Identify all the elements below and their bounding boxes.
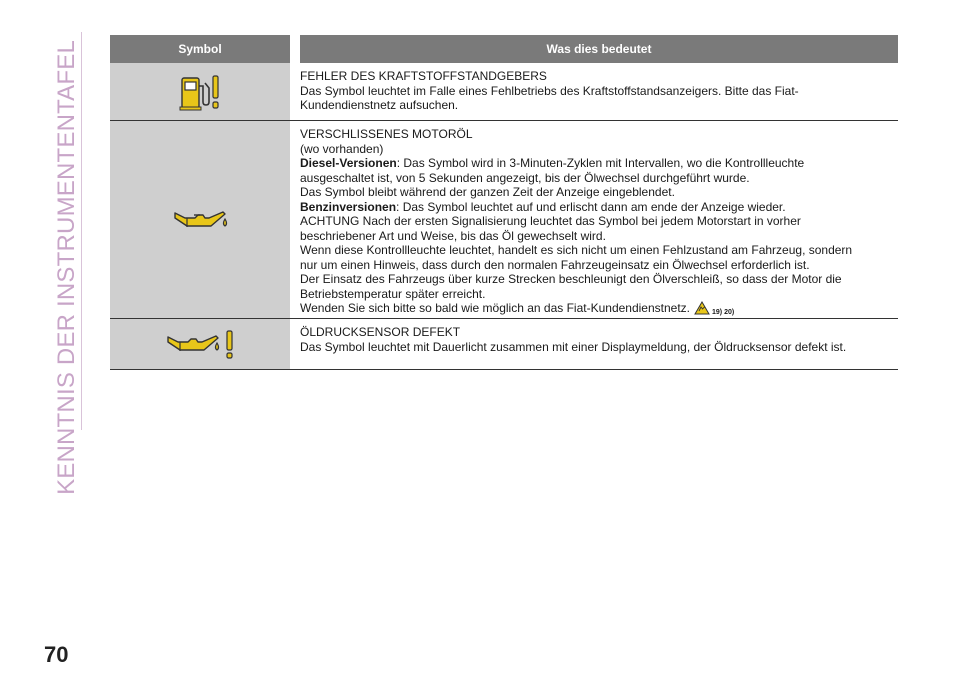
header-meaning: Was dies bedeutet	[546, 42, 652, 56]
meaning-cell: FEHLER DES KRAFTSTOFFSTANDGEBERS Das Symbol leuchtet im Falle eines Fehlbetriebs des Kraftstoffstandsanzeigers. Bitte das Fiat- Kundendienstnetz aufsuchen.	[300, 63, 898, 120]
side-divider	[81, 32, 82, 430]
warning-lights-table	[110, 35, 898, 370]
table-row	[110, 121, 898, 319]
fuel-level-sensor-fault-icon	[177, 72, 223, 112]
table-header	[110, 35, 898, 63]
diesel-label: Diesel-Versionen	[300, 156, 397, 170]
meaning-cell: ÖLDRUCKSENSOR DEFEKT Das Symbol leuchtet mit Dauerlicht zusammen mit einer Displaymeldung, der Öldrucksensor defekt ist.	[300, 319, 898, 369]
meaning-cell: VERSCHLISSENES MOTORÖL (wo vorhanden) Diesel-Versionen: Das Symbol wird in 3-Minuten-Zyklen mit Intervallen, wo die Kontrollleuchte ausgeschaltet ist, von 5 Sekunden angezeigt, bis der Ölwechsel durchgeführt wurde. Das Symbol bleibt während der ganzen Zeit der Anzeige eingeblendet. Benzinversionen: Das Symbol leuchtet auf und erlischt dann am ende der Anzeige wieder. ACHTUNG Nach der ersten Signalisierung leuchtet das Symbol bei jedem Motorstart in vorher beschriebener Art und Weise, bis das Öl gewechselt wird. Wenn diese Kontrollleuchte leuchtet, handelt es sich nicht um einen Fehlzustand am Fahrzeug, sondern nur um einen Hinweis, dass durch den normalen Fahrzeugeinsatz ein Ölwechsel erforderlich ist. Der Einsatz des Fahrzeugs über kurze Strecken beschleunigt den Ölverschleiß, so dass der Motor die Betriebstemperatur später erreicht. Wenden Sie sich bitte so bald wie möglich an das Fiat-Kundendienstnetz. 19) 20)	[300, 121, 898, 318]
footnote-references: 19) 20)	[712, 309, 735, 316]
section-title-text: KENNTNIS DER INSTRUMENTENTAFEL	[53, 40, 80, 495]
symbol-cell	[110, 63, 290, 120]
fuel-sensor-title: FEHLER DES KRAFTSTOFFSTANDGEBERS	[300, 69, 547, 83]
header-symbol: Symbol	[178, 42, 222, 56]
symbol-cell	[110, 319, 290, 369]
oil-pressure-sensor-fault-icon	[164, 329, 236, 359]
section-side-title	[53, 40, 80, 495]
page-number: 70	[44, 642, 69, 667]
oil-pressure-title: ÖLDRUCKSENSOR DEFEKT	[300, 325, 461, 339]
symbol-cell	[110, 121, 290, 318]
petrol-label: Benzinversionen	[300, 199, 397, 214]
worn-engine-oil-icon	[169, 205, 231, 235]
table-row	[110, 63, 898, 121]
table-row	[110, 319, 898, 370]
worn-oil-title: VERSCHLISSENES MOTORÖL	[300, 127, 473, 141]
warning-triangle-icon	[694, 301, 710, 319]
